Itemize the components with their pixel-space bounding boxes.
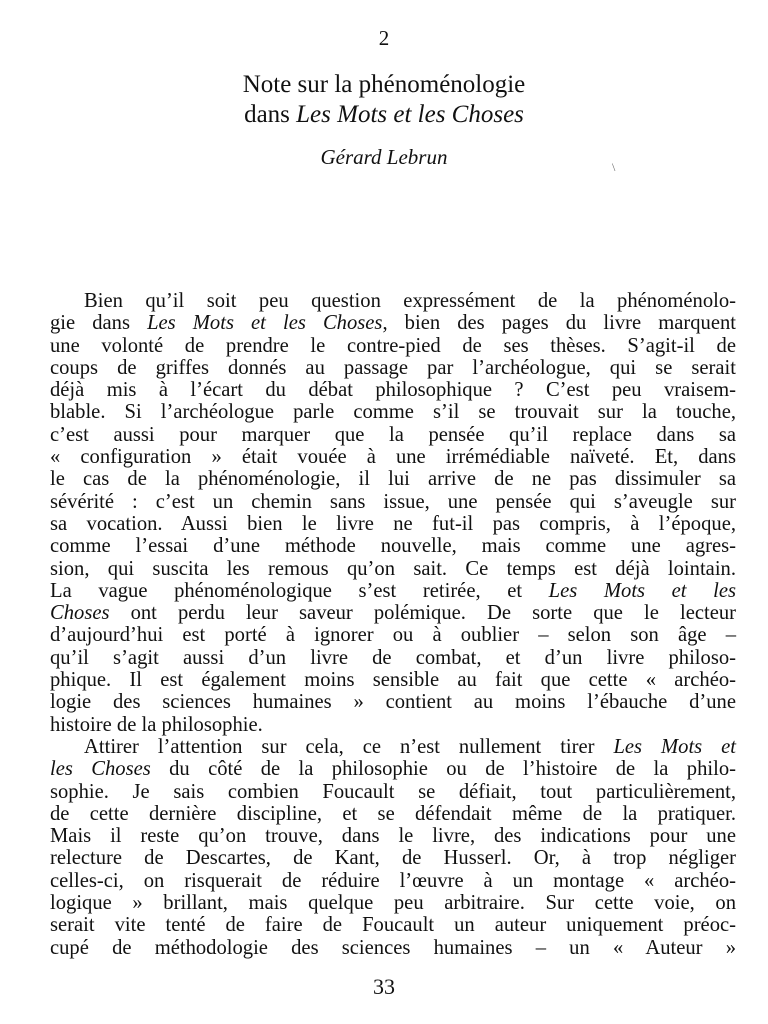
text-line bbox=[50, 446, 736, 468]
title-line-1: Note sur la phénoménologie bbox=[242, 71, 526, 98]
text-line bbox=[50, 558, 736, 580]
chapter-title bbox=[0, 70, 768, 130]
text-line bbox=[50, 825, 736, 847]
text-line bbox=[50, 758, 736, 780]
text-line bbox=[50, 714, 736, 736]
text-segment: sion, qui suscita les remous qu’on sait. Ce temps est déjà lointain. bbox=[50, 557, 736, 580]
book-title-italic: Les Mots et les Choses bbox=[296, 101, 524, 128]
text-line bbox=[50, 424, 736, 446]
text-segment: celles-ci, on risquerait de réduire l’œuvre à un montage « archéo- bbox=[50, 869, 736, 892]
text-segment: gie dans bbox=[50, 312, 148, 335]
author-name: Gérard Lebrun bbox=[320, 145, 448, 169]
text-segment: du côté de la philosophie ou de l’histoire de la philo- bbox=[150, 758, 736, 781]
text-line bbox=[50, 624, 736, 646]
text-segment: sa vocation. Aussi bien le livre ne fut-il pas compris, à l’époque, bbox=[50, 512, 736, 535]
title-line-2-prefix: dans bbox=[244, 101, 297, 128]
text-segment: Attirer l’attention sur cela, ce n’est nullement tirer bbox=[84, 735, 614, 758]
text-segment: Mais il reste qu’on trouve, dans le livre, des indications pour une bbox=[50, 825, 736, 848]
chapter-number: 2 bbox=[378, 26, 390, 50]
text-line bbox=[50, 312, 736, 334]
text-line bbox=[50, 602, 736, 624]
italic-title-segment: Les Mots et les bbox=[548, 579, 736, 602]
text-line bbox=[50, 669, 736, 691]
text-segment: une volonté de prendre le contre-pied de ses thèses. S’agit-il de bbox=[50, 334, 736, 357]
page-number: 33 bbox=[373, 974, 395, 999]
text-line bbox=[50, 401, 736, 423]
text-segment: déjà mis à l’écart du débat philosophique ? C’est peu vraisem- bbox=[50, 379, 736, 402]
text-segment: , bien des pages du livre marquent bbox=[382, 312, 736, 335]
text-line bbox=[50, 937, 736, 959]
text-segment: logique » brillant, mais quelque peu arbitraire. Sur cette voie, on bbox=[50, 892, 736, 915]
text-segment: comme l’essai d’une méthode nouvelle, mais comme une agres- bbox=[50, 535, 736, 558]
text-segment: « configuration » était vouée à une irrémédiable naïveté. Et, dans bbox=[50, 446, 736, 469]
text-line bbox=[50, 892, 736, 914]
text-line bbox=[50, 335, 736, 357]
text-segment: c’est aussi pour marquer que la pensée qu’il replace dans sa bbox=[50, 423, 736, 446]
text-line bbox=[50, 870, 736, 892]
italic-title-segment: Choses bbox=[50, 602, 110, 625]
stray-mark: \ bbox=[612, 160, 616, 174]
text-segment: coups de griffes donnés au passage par l’archéologue, qui se serait bbox=[50, 356, 736, 379]
text-segment: relecture de Descartes, de Kant, de Husserl. Or, à trop négliger bbox=[50, 847, 736, 870]
text-segment: de cette dernière discipline, et se défendait même de la pratiquer. bbox=[50, 802, 736, 825]
text-segment: sophie. Je sais combien Foucault se défiait, tout particulièrement, bbox=[50, 780, 736, 803]
text-segment: phique. Il est également moins sensible au fait que cette « archéo- bbox=[50, 669, 736, 692]
text-segment: La vague phénoménologique s’est retirée, et bbox=[50, 579, 549, 602]
text-line bbox=[50, 736, 736, 758]
text-segment: le cas de la phénoménologie, il lui arrive de ne pas dissimuler sa bbox=[50, 468, 736, 491]
text-segment: logie des sciences humaines » contient au moins l’ébauche d’une bbox=[50, 691, 736, 714]
text-line bbox=[50, 491, 736, 513]
text-line bbox=[50, 580, 736, 602]
text-segment: ont perdu leur saveur polémique. De sorte que le lecteur bbox=[109, 602, 736, 625]
text-segment: sévérité : c’est un chemin sans issue, une pensée qui s’aveugle sur bbox=[50, 490, 736, 513]
text-line bbox=[50, 290, 736, 312]
text-segment: serait vite tenté de faire de Foucault un auteur uniquement préoc- bbox=[50, 914, 736, 937]
text-segment: blable. Si l’archéologue parle comme s’il se trouvait sur la touche, bbox=[50, 401, 736, 424]
text-segment: histoire de la philosophie. bbox=[50, 713, 263, 736]
text-segment: d’aujourd’hui est porté à ignorer ou à oublier – selon son âge – bbox=[50, 624, 736, 647]
body-text bbox=[50, 290, 736, 959]
text-segment: Bien qu’il soit peu question expressément de la phénoménolo- bbox=[84, 290, 736, 312]
text-line bbox=[50, 847, 736, 869]
text-line bbox=[50, 468, 736, 490]
text-line bbox=[50, 513, 736, 535]
text-segment: qu’il s’agit aussi d’un livre de combat, et d’un livre philoso- bbox=[50, 646, 736, 669]
text-line bbox=[50, 535, 736, 557]
text-line bbox=[50, 647, 736, 669]
text-line bbox=[50, 379, 736, 401]
title-line-2 bbox=[0, 100, 768, 130]
text-line bbox=[50, 914, 736, 936]
text-line bbox=[50, 691, 736, 713]
text-segment: cupé de méthodologie des sciences humaines – un « Auteur » bbox=[50, 936, 736, 959]
text-line bbox=[50, 357, 736, 379]
italic-title-segment: Les Mots et bbox=[613, 735, 736, 758]
text-line bbox=[50, 803, 736, 825]
italic-title-segment: les Choses bbox=[50, 758, 151, 781]
text-line bbox=[50, 781, 736, 803]
italic-title-segment: Les Mots et les Choses bbox=[147, 312, 383, 335]
